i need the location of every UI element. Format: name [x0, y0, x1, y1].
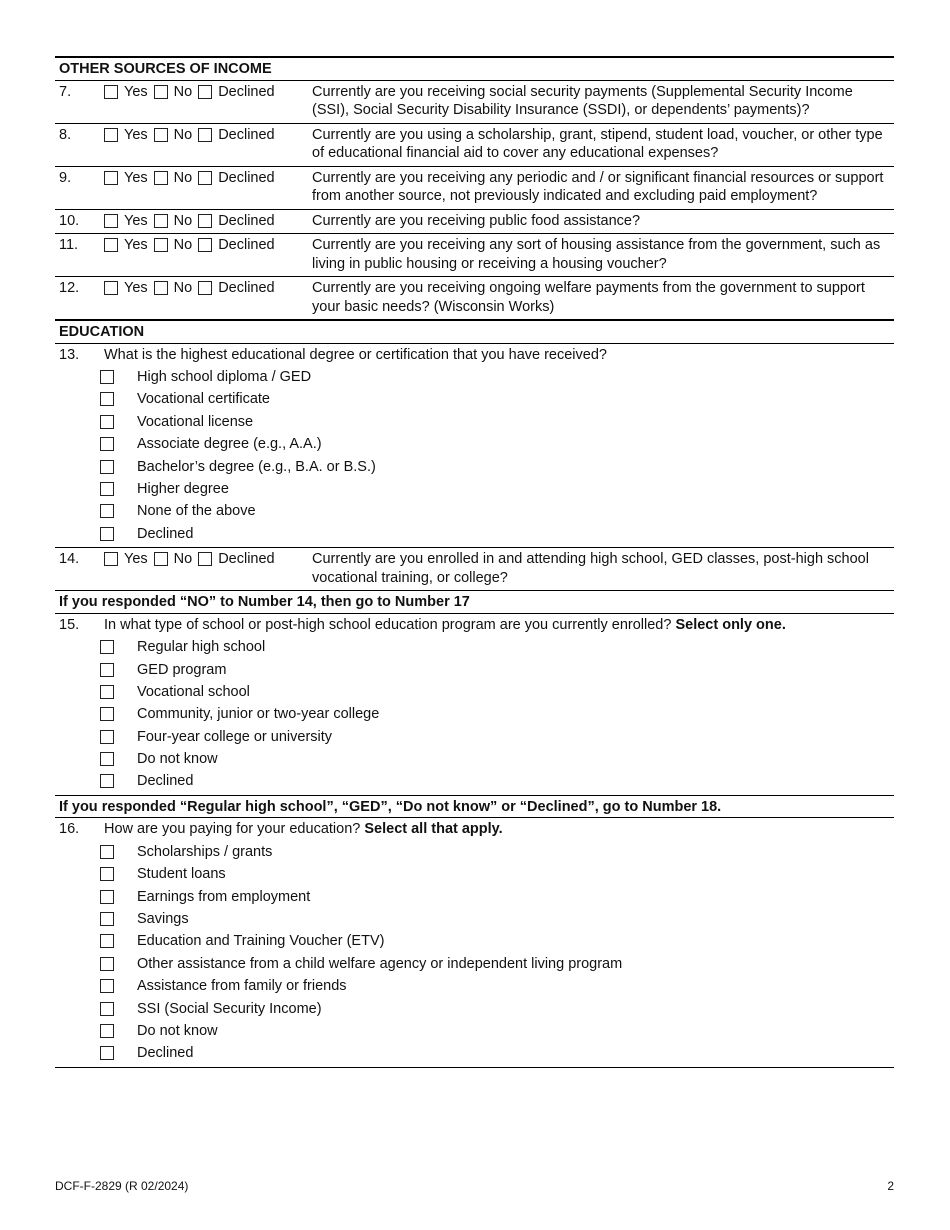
no-label: No [173, 237, 193, 253]
page-number: 2 [887, 1179, 894, 1193]
yes-checkbox[interactable] [104, 552, 118, 566]
choice-item [55, 682, 894, 704]
no-checkbox[interactable] [154, 238, 168, 252]
question-number: 11. [59, 237, 79, 253]
yes-checkbox[interactable] [104, 281, 118, 295]
skip-instruction-15: If you responded “Regular high school”, “GED”, “Do not know” or “Declined”, go to Number 18. [55, 796, 894, 819]
question-text: Currently are you receiving any sort of housing assistance from the government, such as living in public housing or receiving a housing voucher? [312, 237, 881, 272]
choice-checkbox[interactable] [100, 640, 114, 654]
choice-checkbox[interactable] [100, 979, 114, 993]
q16-choices [55, 842, 894, 1068]
question-text: Currently are you receiving public food assistance? [312, 212, 641, 229]
choice-checkbox[interactable] [100, 730, 114, 744]
declined-checkbox[interactable] [198, 214, 212, 228]
yes-label: Yes [124, 83, 148, 100]
question-text: What is the highest educational degree or certification that you have received? [104, 346, 607, 363]
question-text: Currently are you receiving any periodic and / or significant financial resources or support from another source, not previously indicated and excluding paid employment? [312, 169, 884, 204]
yes-checkbox[interactable] [104, 214, 118, 228]
choice-item [55, 412, 894, 434]
declined-checkbox[interactable] [198, 128, 212, 142]
question-number: 15. [59, 616, 80, 633]
yes-checkbox[interactable] [104, 171, 118, 185]
question-row-7 [55, 81, 894, 124]
form-page [55, 56, 894, 1068]
question-text [104, 616, 894, 635]
question-text: Currently are you receiving ongoing welfare payments from the government to support your basic needs? (Wisconsin Works) [312, 280, 865, 315]
choice-checkbox[interactable] [100, 504, 114, 518]
question-row-10 [55, 210, 894, 235]
choice-checkbox[interactable] [100, 957, 114, 971]
no-checkbox[interactable] [154, 214, 168, 228]
choice-item [55, 931, 894, 953]
no-label: No [173, 83, 193, 100]
choice-checkbox[interactable] [100, 845, 114, 859]
choice-label: Higher degree [137, 480, 229, 497]
question-text-main: In what type of school or post-high school education program are you currently enrolled? [104, 616, 672, 633]
choice-checkbox[interactable] [100, 663, 114, 677]
answer-options [104, 212, 312, 231]
choice-item [55, 954, 894, 976]
question-text [104, 820, 894, 839]
answer-options [104, 83, 312, 120]
yes-label: Yes [124, 237, 148, 253]
choice-checkbox[interactable] [100, 707, 114, 721]
no-label: No [173, 126, 193, 143]
question-emphasis: Select only one. [675, 616, 786, 633]
question-emphasis: Select all that apply. [364, 821, 503, 838]
choice-label: Declined [137, 1045, 194, 1062]
answer-options [104, 126, 312, 163]
choice-checkbox[interactable] [100, 1024, 114, 1038]
declined-label: Declined [218, 280, 275, 296]
answer-options [104, 550, 312, 587]
yes-checkbox[interactable] [104, 85, 118, 99]
q15-choices [55, 637, 894, 796]
question-text: Currently are you receiving social security payments (Supplemental Security Income (SSI), Social Security Disability Insurance (SSDI), or dependents’ payments)? [312, 83, 853, 118]
declined-checkbox[interactable] [198, 552, 212, 566]
choice-item [55, 909, 894, 931]
skip-instruction-14: If you responded “NO” to Number 14, then go to Number 17 [55, 591, 894, 614]
yes-checkbox[interactable] [104, 238, 118, 252]
section-heading-income: OTHER SOURCES OF INCOME [55, 56, 894, 81]
choice-item [55, 501, 894, 523]
choice-item [55, 389, 894, 411]
section-heading-education: EDUCATION [55, 319, 894, 344]
choice-checkbox[interactable] [100, 774, 114, 788]
no-label: No [173, 169, 193, 186]
choice-label: Do not know [137, 751, 218, 768]
choice-checkbox[interactable] [100, 415, 114, 429]
choice-checkbox[interactable] [100, 867, 114, 881]
question-number: 9. [59, 169, 72, 186]
choice-label: Associate degree (e.g., A.A.) [137, 436, 322, 453]
no-checkbox[interactable] [154, 85, 168, 99]
choice-item [55, 727, 894, 749]
no-label: No [173, 212, 193, 229]
declined-checkbox[interactable] [198, 281, 212, 295]
no-checkbox[interactable] [154, 171, 168, 185]
answer-options [104, 169, 312, 206]
choice-item [55, 842, 894, 864]
choice-checkbox[interactable] [100, 392, 114, 406]
question-number: 8. [59, 126, 72, 143]
question-row-14 [55, 548, 894, 591]
choice-label: Vocational certificate [137, 391, 270, 408]
choice-label: Vocational school [137, 683, 250, 700]
choice-item [55, 457, 894, 479]
choice-checkbox[interactable] [100, 912, 114, 926]
choice-label: Do not know [137, 1022, 218, 1039]
choice-label: Other assistance from a child welfare agency or independent living program [137, 955, 623, 972]
question-row-16 [55, 818, 894, 842]
choice-label: Scholarships / grants [137, 843, 273, 860]
q13-choices [55, 367, 894, 548]
choice-checkbox[interactable] [100, 1002, 114, 1016]
yes-label: Yes [124, 551, 148, 568]
choice-item [55, 864, 894, 886]
choice-item [55, 749, 894, 771]
choice-checkbox[interactable] [100, 482, 114, 496]
choice-label: SSI (Social Security Income) [137, 1000, 322, 1017]
question-number: 16. [59, 821, 80, 838]
choice-checkbox[interactable] [100, 934, 114, 948]
choice-label: GED program [137, 661, 227, 678]
choice-label: Community, junior or two-year college [137, 706, 380, 723]
question-row-9 [55, 167, 894, 210]
question-row-15 [55, 614, 894, 638]
choice-checkbox[interactable] [100, 685, 114, 699]
question-text-main: How are you paying for your education? [104, 821, 361, 838]
question-row-13 [55, 344, 894, 368]
choice-label: Regular high school [137, 639, 266, 656]
choice-item [55, 637, 894, 659]
no-label: No [173, 280, 193, 296]
declined-label: Declined [218, 126, 275, 143]
question-text: Currently are you enrolled in and attending high school, GED classes, post-high school vocational training, or college? [312, 551, 869, 586]
yes-label: Yes [124, 169, 148, 186]
choice-item [55, 524, 894, 546]
choice-item [55, 1043, 894, 1065]
choice-item [55, 367, 894, 389]
declined-label: Declined [218, 212, 275, 229]
choice-checkbox[interactable] [100, 1046, 114, 1060]
no-label: No [173, 551, 193, 568]
choice-item [55, 1021, 894, 1043]
yes-label: Yes [124, 126, 148, 143]
choice-item [55, 999, 894, 1021]
choice-label: Student loans [137, 866, 226, 883]
choice-item [55, 771, 894, 793]
choice-label: High school diploma / GED [137, 369, 312, 385]
form-id: DCF-F-2829 (R 02/2024) [55, 1179, 189, 1193]
choice-label: Assistance from family or friends [137, 978, 347, 995]
choice-checkbox[interactable] [100, 752, 114, 766]
question-number: 10. [59, 212, 80, 229]
declined-checkbox[interactable] [198, 238, 212, 252]
choice-label: Four-year college or university [137, 728, 333, 745]
declined-label: Declined [218, 169, 275, 186]
answer-options [104, 236, 312, 273]
yes-label: Yes [124, 212, 148, 229]
choice-item [55, 479, 894, 501]
choice-label: Declined [137, 773, 194, 790]
choice-label: Declined [137, 525, 194, 542]
declined-checkbox[interactable] [198, 85, 212, 99]
no-checkbox[interactable] [154, 552, 168, 566]
answer-options [104, 279, 312, 316]
yes-label: Yes [124, 280, 148, 296]
choice-checkbox[interactable] [100, 437, 114, 451]
no-checkbox[interactable] [154, 281, 168, 295]
declined-label: Declined [218, 237, 275, 253]
choice-label: Vocational license [137, 413, 254, 430]
question-number: 7. [59, 83, 72, 100]
choice-label: None of the above [137, 503, 256, 520]
choice-label: Bachelor’s degree (e.g., B.A. or B.S.) [137, 458, 376, 475]
choice-label: Education and Training Voucher (ETV) [137, 933, 385, 950]
choice-label: Savings [137, 911, 189, 928]
question-number: 12. [59, 280, 80, 296]
question-number: 13. [59, 346, 80, 363]
declined-label: Declined [218, 551, 275, 568]
question-number: 14. [59, 551, 80, 568]
choice-item [55, 887, 894, 909]
choice-item [55, 434, 894, 456]
declined-checkbox[interactable] [198, 171, 212, 185]
choice-checkbox[interactable] [100, 527, 114, 541]
choice-item [55, 976, 894, 998]
yes-checkbox[interactable] [104, 128, 118, 142]
choice-item [55, 704, 894, 726]
choice-label: Earnings from employment [137, 888, 311, 905]
question-row-11 [55, 234, 894, 277]
choice-item [55, 660, 894, 682]
question-row-12 [55, 277, 894, 319]
choice-checkbox[interactable] [100, 370, 114, 384]
question-row-8 [55, 124, 894, 167]
declined-label: Declined [218, 83, 275, 100]
choice-checkbox[interactable] [100, 460, 114, 474]
question-text: Currently are you using a scholarship, grant, stipend, student load, voucher, or other type of educational financial aid to cover any educational expenses? [312, 126, 883, 161]
no-checkbox[interactable] [154, 128, 168, 142]
choice-checkbox[interactable] [100, 890, 114, 904]
